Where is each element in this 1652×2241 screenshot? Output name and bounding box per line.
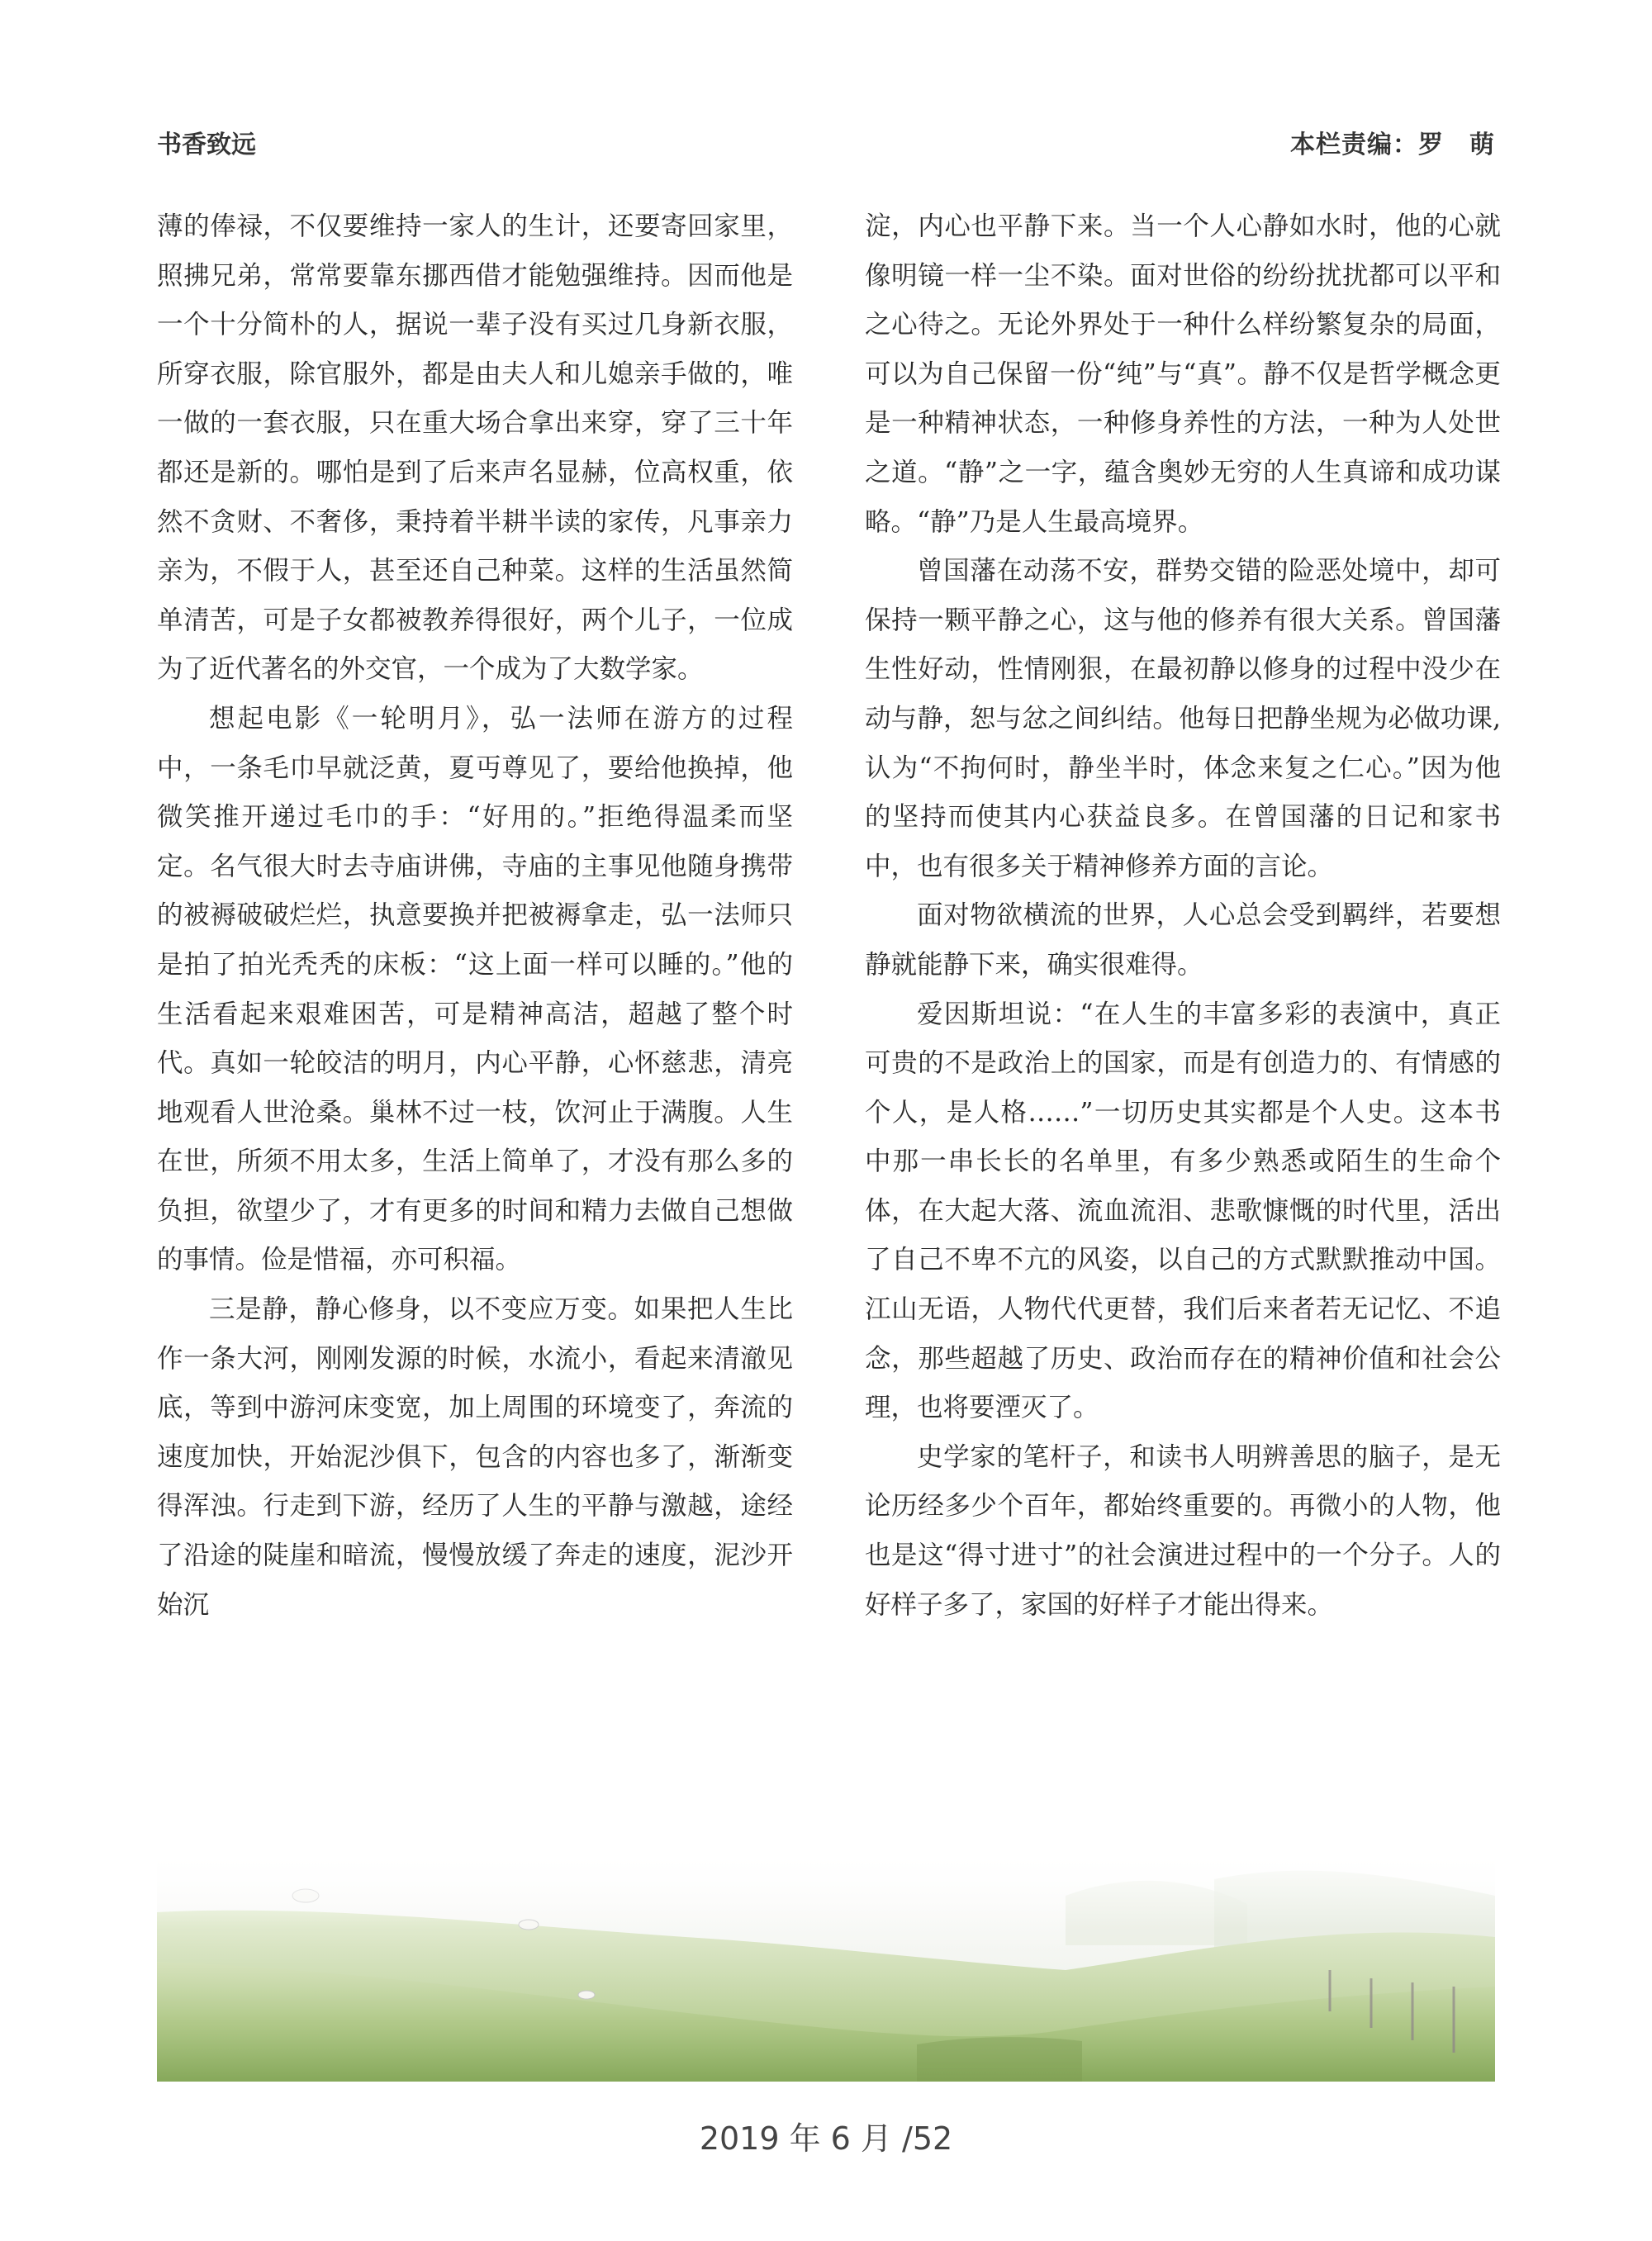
right-column bbox=[865, 202, 1501, 1630]
section-title: 书香致远 bbox=[157, 131, 256, 159]
page-footer: 2019 年 6 月 /52 bbox=[699, 2120, 953, 2157]
paragraph: 想起电影《一轮明月》，弘一法师在游方的过程中，一条毛巾早就泛黄，夏丏尊见了，要给他换掉，他微笑推开递过毛巾的手：“好用的。”拒绝得温柔而坚定。名气很大时去寺庙讲佛，寺庙的主事见他随身携带的被褥破破烂烂，执意要换并把被褥拿走，弘一法师只是拍了拍光秃秃的床板：“这上面一样可以睡的。”他的生活看起来艰难困苦，可是精神高洁，超越了整个时代。真如一轮皎洁的明月，内心平静，心怀慈悲，清亮地观看人世沧桑。巢林不过一枝，饮河止于满腹。人生在世，所须不用太多，生活上简单了，才没有那么多的负担，欲望少了，才有更多的时间和精力去做自己想做的事情。俭是惜福，亦可积福。 bbox=[157, 703, 793, 1275]
left-column bbox=[157, 202, 793, 1630]
running-header bbox=[157, 124, 1495, 165]
paragraph: 薄的俸禄，不仅要维持一家人的生计，还要寄回家里，照拂兄弟，常常要靠东挪西借才能勉强维持。因而他是一个十分简朴的人，据说一辈子没有买过几身新衣服，所穿衣服，除官服外，都是由夫人和儿媳亲手做的，唯一做的一套衣服，只在重大场合拿出来穿，穿了三十年都还是新的。哪怕是到了后来声名显赫，位高权重，依然不贪财、不奢侈，秉持着半耕半读的家传，凡事亲力亲为，不假于人，甚至还自己种菜。这样的生活虽然简单清苦，可是子女都被教养得很好，两个儿子，一位成为了近代著名的外交官，一个成为了大数学家。 bbox=[157, 211, 793, 685]
paragraph: 爱因斯坦说：“在人生的丰富多彩的表演中，真正可贵的不是政治上的国家，而是有创造力的、有情感的个人，是人格……”一切历史其实都是个人史。这本书中那一串长长的名单里，有多少熟悉或陌生的生命个体，在大起大落、流血流泪、悲歌慷慨的时代里，活出了自己不卑不亢的风姿，以自己的方式默默推动中国。江山无语，人物代代更替，我们后来者若无记忆、不追念，那些超越了历史、政治而存在的精神价值和社会公理，也将要湮灭了。 bbox=[865, 999, 1501, 1423]
paragraph: 史学家的笔杆子，和读书人明辨善思的脑子，是无论历经多少个百年，都始终重要的。再微小的人物，他也是这“得寸进寸”的社会演进过程中的一个分子。人的好样子多了，家国的好样子才能出得来。 bbox=[865, 1441, 1501, 1620]
paragraph: 面对物欲横流的世界，人心总会受到羁绊，若要想静就能静下来，确实很难得。 bbox=[865, 900, 1501, 980]
landscape-photo bbox=[157, 1846, 1495, 2082]
paragraph: 曾国藩在动荡不安，群势交错的险恶处境中，却可保持一颗平静之心，这与他的修养有很大关系。曾国藩生性好动，性情刚狠，在最初静以修身的过程中没少在动与静，恕与忿之间纠结。他每日把静坐规为必做功课,认为“不拘何时，静坐半时，体念来复之仁心。”因为他的坚持而使其内心获益良多。在曾国藩的日记和家书中，也有很多关于精神修养方面的言论。 bbox=[865, 556, 1501, 881]
column-editor: 本栏责编：罗 萌 bbox=[1290, 131, 1495, 159]
paragraph: 淀，内心也平静下来。当一个人心静如水时，他的心就像明镜一样一尘不染。面对世俗的纷纷扰扰都可以平和之心待之。无论外界处于一种什么样纷繁复杂的局面，可以为自己保留一份“纯”与“真”。静不仅是哲学概念更是一种精神状态，一种修身养性的方法，一种为人处世之道。“静”之一字，蕴含奥妙无穷的人生真谛和成功谋略。“静”乃是人生最高境界。 bbox=[865, 211, 1501, 537]
hillside-illustration bbox=[157, 1846, 1495, 2082]
paragraph: 三是静，静心修身，以不变应万变。如果把人生比作一条大河，刚刚发源的时候，水流小，看起来清澈见底，等到中游河床变宽，加上周围的环境变了，奔流的速度加快，开始泥沙俱下，包含的内容也多了，渐渐变得浑浊。行走到下游，经历了人生的平静与激越，途经了沿途的陡崖和暗流，慢慢放缓了奔走的速度，泥沙开始沉 bbox=[157, 1294, 793, 1620]
